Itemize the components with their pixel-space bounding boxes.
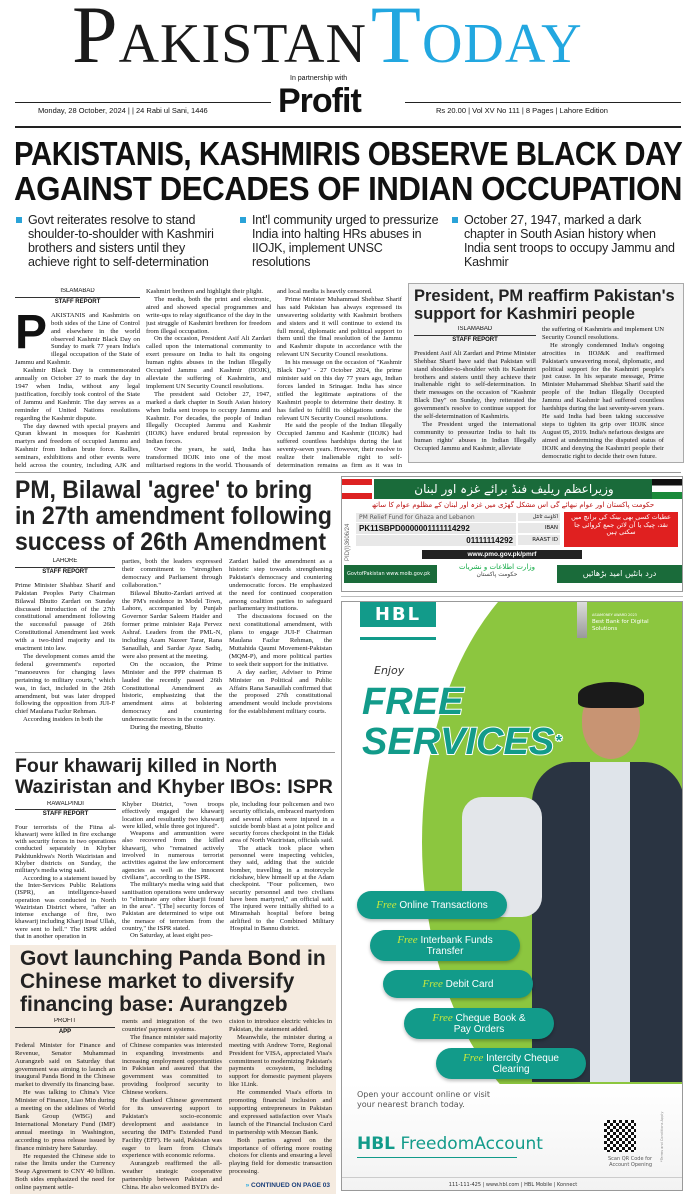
freedom-account-logo: HBL FreedomAccount — [357, 1134, 543, 1154]
award-small: ASIAMONEY AWARD 2023 — [592, 613, 637, 617]
ad-subtitle: حکومت پاکستان اور عوام نبھائے گی اس مشکل گھڑی میں غزہ اور لبنان کے مظلوم عوام کا ساتھ — [371, 501, 655, 509]
president-col-2: the suffering of Kashmiris and implement UN Security Council resolutions. He strongly condemned India's ongoing atrocities in IIOJ&K and reaffirmed Pakistan's unwavering moral, diplomatic, and political support for the Kashmiri people's just cause. In his separate message, Prime Minister Muhammad Shehbaz Sharif said the people of the Indian Illegally Occupied Jammu and Kashmir had suffered countless hardships during the last seventy-seven years. He said India had been taking successive steps to tighten its grip over IIOJK since August 05, 2019. India's nefarious designs are aimed at undermining the disputed status of IIOJK and denying the Kashmiri people their democratic right to decide their own future. — [542, 326, 664, 460]
partner-logo: Profit — [278, 82, 361, 120]
enjoy-text: Enjoy — [374, 664, 405, 677]
panda-col-3: cision to introduce electric vehicles in Pakistan, the statement added. Meanwhile, the minister during a meeting with Andrew Torre, Regional President for VISA, appreciated Visa's commitment to modernizing Pakistan's payments ecosystem, including support for domestic payment players like 1Link. He commended Visa's efforts in promoting financial inclusion and supporting entrepreneurs in Pakistan and expressed satisfaction over Visa's launch of the Financial Inclusion Card in partnership with Meezan Bank. Both parties agreed on the importance of offering more routing choices for clients and ensuring a level playing field for domestic transaction processing. — [229, 1018, 332, 1176]
panda-col-1: PROFIT APP Federal Minister for Finance and Revenue, Senator Muhammad Aurangzeb said on Saturday that government was aiming to launch an inaugural Panda Bond in the Chinese market to diversify its financing base. He was talking to China's Vice Minister of Finance, Liao Min during a meeting on the sidelines of World Bank Group (WBG) and International Monetary Fund (IMF) annual meetings in Washington, according to press release issued by finance ministry here Saturday. He requested the Chinese side to raise the limits under the Currency Swap Agreement to CNY 40 billion. Both sides emphasized the need for online payment settle- — [15, 1018, 115, 1192]
terms-note: *Terms and Conditions Apply — [660, 1111, 664, 1162]
model-hair — [578, 682, 644, 708]
pmo-link[interactable]: www.pmo.gov.pk/pmrf — [422, 550, 582, 559]
khawarij-col-2: Khyber District, "own troops effectively engaged the khawarij location and resultantly two khawarij were killed, while three got injured". Weapons and ammunition were also recovered from the killed khawarij, who "remained actively involved in numerous terrorist activities against the law enforcement agencies as well as the innocent civilians", according to the ISPR. The military's media wing said that sanitisation operations were underway to "eliminate any other kharjii found in the area". "[The] security forces of Pakistan are determined to wipe out the menace of terrorism from the country," the ISPR stated. On Saturday, at least eight peo- — [122, 801, 224, 940]
president-story-box — [408, 283, 684, 463]
partner-label: In partnership with — [290, 75, 348, 82]
ad-slogan: درد بانٹیں امید بڑھائیں — [557, 565, 682, 583]
bilawal-col-1: LAHORE STAFF REPORT Prime Minister Shahbaz Sharif and Pakistan Peoples Party Chairman Bilawal Bhutto Zardari on Sunday discussed introduction of the 27th constitutional amendment following the successful passage of 26th Constitutional Amendment last week with a two-third majority and its enactment into law. The development comes amid the federal government's reported "manoeuvres for changing laws pertaining to military courts," which was, in fact, included in the 26th amendment, but was later dropped following the opposition from JUI-F chief Maulana Fazlur Rehman. According insiders in both the — [15, 558, 115, 724]
issue-date: Monday, 28 October, 2024 | | 24 Rabi ul Sani, 1446 — [38, 106, 208, 115]
account-name: PM Relief Fund for Ghaza and Lebanon — [356, 513, 516, 522]
lead-col-1: ISLAMABAD STAFF REPORT P AKISTANIS and Kashmiris on both sides of the Line of Control and elsewhere in the world observed Kashmir Black Day on Sunday to mark 77 years India's illegal occupation of the State of Jammu and Kashmir. Kashmir Black Day is commemorated annually on October 27 to mark the day in 1947 when India, without any legal justification, forcibly took control of the State of Jammu and Kashmir. The day serves as a reminder of United Nations resolutions regarding the Kashmir dispute. The day dawned with special prayers and Quran khwani in mosques for Kashmiri martyrs and freedom of occupied Jammu and Kashmir from Indian brute force. Rallies, seminars, exhibitions and other events were held across the country, including AJK and — [15, 288, 140, 468]
qr-label: Scan QR Code for Account Opening — [607, 1156, 652, 1168]
lead-col-2: Kashmiri brethren and highlight their plight. The media, both the print and electronic, aired and showed special programmes and write-ups to relay significance of the day in the just struggle of Kashmiri brethren for freedom from illegal occupation. On the occasion, President Asif Ali Zardari called upon the international community to exert pressure on India to halt its ongoing human rights abuses in the Indian Illegally Occupied Jammu and Kashmir (IIOJK), alleviate the suffering of Kashmiris, and implement UN Security Council resolutions. The president said October 27, 1947, marked a dark chapter in South Asian history when India sent troops to occupy Jammu and Kashmir. For decades, the people of Indian Illegally Occupied Jammu and Kashmir (IIOJK) have endured brutal repression by Indian forces. Over the years, he said, India has transformed IIOJK into one of the most militarised regions in the world. Thousands of — [146, 288, 271, 468]
raast-label: RAAST ID — [518, 535, 560, 545]
account-label: اکاؤنٹ ٹائٹل — [518, 513, 560, 521]
issue-info: Rs 20.00 | Vol XV No 111 | 8 Pages | Lahore Edition — [436, 106, 608, 115]
bilawal-col-3: Zardari hailed the amendment as a historic step towards strengthening Pakistan's democracy and countering undemocratic forces. He emphasized the need for continued cooperation among coalition parties to safeguard parliamentary institutions. The discussions focused on the next constitutional amendment, with plans to engage JUI-F Chairman Maulana Fazlur Rehman, the Muttahida Qaumi Movement-Pakistan (MQM-P), and more political parties to seek their support for the initiative. A day earlier, Adviser to Prime Minister on Political and Public Affairs Rana Sanaullah confirmed that the proposed 27th constitutional amendment would include provisions for the establishment military courts. — [229, 558, 332, 716]
social-handles: GovtofPakistan www.moib.gov.pk — [344, 565, 437, 583]
cta-text: Open your account online or visit your nearest branch today. — [357, 1090, 491, 1109]
ministry-logo: وزارت اطلاعات و نشریات حکومت پاکستان — [458, 563, 536, 578]
raast-value[interactable]: 01111114292 — [356, 535, 516, 546]
iban-value[interactable]: PK11SBPD0000001111114292 — [356, 523, 516, 534]
panda-headline: Govt launching Panda Bond in Chinese market to diversify financing base: Aurangzeb — [20, 947, 326, 1016]
lead-bullet: Int'l community urged to pressurize India into halting HRs abuses in IIOJK, implement UNSC resolutions — [238, 213, 443, 269]
model-shirt — [590, 762, 630, 1082]
khawarij-col-1: RAWALPINDI STAFF REPORT Four terrorists of the Fitna al-khawarij were killed in fire exchange with security forces in two operations conducted separately in Khyber Pakhtunkhwa's North Waziristan and Khyber districts on Sunday, the military's media wing said. According to a statement issued by the Inter-Services Public Relations (ISPR), an intelligence-based operation was conducted in North Waziristan District where, "after an intense exchange of fire, two khawarij including Kharji Insaf Ullah, were sent to hell." The ISPR added that in another operation in — [15, 801, 116, 941]
pill-debit-card: Free Debit Card — [383, 970, 533, 998]
hbl-contact-footer: 111-111-425 | www.hbl.com | HBL Mobile | Konnect — [342, 1177, 683, 1191]
palestine-flag-icon — [652, 479, 682, 499]
qr-code[interactable] — [604, 1120, 636, 1152]
masthead-logo: PAKISTAN TODAY — [72, 0, 583, 80]
pill-online-transactions: Free Online Transactions — [357, 891, 507, 919]
ad-code: PID(I)3606/24 — [345, 523, 351, 561]
lead-bullet: October 27, 1947, marked a dark chapter in South Asian history when India sent troops to occupy Jammu and Kashmir — [450, 213, 682, 269]
gaza-relief-ad — [341, 476, 683, 592]
pill-intercity-clearing: Free Intercity Cheque Clearing — [436, 1048, 586, 1079]
lebanon-flag-icon — [342, 479, 372, 499]
award-text: Best Bank for Digital Solutions — [592, 619, 649, 632]
trophy-icon — [577, 602, 587, 638]
free-services-title: FREE SERVICES* — [362, 681, 562, 763]
khawarij-headline: Four khawarij killed in North Waziristan and Khyber IBOs: ISPR — [15, 755, 333, 798]
iban-label: IBAN — [518, 523, 560, 533]
president-headline: President, PM reaffirm Pakistan's support for Kashmiri people — [414, 287, 675, 323]
bilawal-headline: PM, Bilawal 'agree' to bring in 27th amendment following success of 26th Amendment — [15, 476, 332, 556]
lead-bullet: Govt reiterates resolve to stand shoulder-to-shoulder with Kashmiri brothers and sisters until they achieve right to self-determination — [14, 213, 229, 269]
khawarij-col-3: ple, including four policemen and two security officials, embraced martyrdom and several others were injured in a suicide bomb blast at a joint police and security forces checkpoint in the Eidak area of North Waziristan, officials said. The attack took place when personnel were inspecting vehicles, they said, adding that the suicide bomber, travelling in a motorcycle rickshaw, blew himself up at the Adam checkpoint. "Four policemen, two security personnel and two civilians have been martyred," an official said. The injured were initially shifted to a Miramshah hospital before being airlifted to the Combined Military Hospital in Bannu district. — [230, 801, 334, 933]
president-col-1: ISLAMABAD STAFF REPORT President Asif Ali Zardari and Prime Minister Shehbaz Sharif have said that Pakistan will stand shoulder-to-shoulder with its Kashmiri brothers and sisters until they achieve their inalienable right to self-determination. In their messages on the occasion of "Kashmir Black Day" on Sunday, they reiterated the government's resolve to continue support for the self-determination of Kashmiris. The President urged the international community to pressurize India to halt its human rights' abuses in Indian Illegally Occupied Jammu and Kashmir, alleviate — [414, 326, 536, 452]
donation-note: عطیات کسی بھی بینک کی برانچ میں نقد، چیک یا آن لائن جمع کروائی جا سکتی ہیں — [564, 512, 678, 547]
hbl-ad — [341, 601, 683, 1191]
ad-title: وزیراعظم ریلیف فنڈ برائے غزہ اور لبنان — [374, 479, 654, 499]
pill-cheque-book: Free Cheque Book & Pay Orders — [404, 1008, 554, 1039]
continued-link[interactable]: » CONTINUED ON PAGE 03 — [245, 1182, 330, 1189]
bilawal-col-2: parties, both the leaders expressed their commitment to "strengthen democracy and Parliament through collaboration." Bilawal Bhutto-Zardari arrived at the PM's residence in Model Town, Lahore, accompanied by Punjab Governor Sardar Saleem Haider and former prime minister Raja Pervez Ashraf. Leaders from the PML-N, including Azam Nazeer Tarar, Rana Sanaullah, and Sardar Ayaz Sadiq, were also present at the meeting. On the occasion, the Prime Minister and the PPP chairman B lauded the recently passed 26th Constitutional Amendment as historic, emphasizing that the amendment aims at bolstering democracy and countering undemocratic forces in the country. During the meeting, Bhutto — [122, 558, 222, 732]
hbl-logo: HBL — [360, 602, 436, 627]
lead-col-3: and local media is heavily censored. Prime Minister Muhammad Shehbaz Sharif has said Pakistan has always expressed its unwavering solidarity with Kashmiri brothers and sisters and it will continue to extend its full moral, diplomatic and political support to them until the final resolution of the Jammu and Kashmir dispute in accordance with the relevant UN Security Council resolutions. In his message on the occasion of "Kashmir Black Day" - 27 October 2024, the prime minister said on this day 77 years ago, Indian forces landed in Srinagar. India has since stifled the legitimate aspirations of the Kashmiri people to determine their destiny. It has failed to fulfill its obligations under the relevant UN Security Council resolutions. He said the people of the Indian Illegally Occupied Jammu and Kashmir (IIOJK) had suffered countless hardships during the last seventy-seven years. However, their resolve to realize their inalienable right to self-determination remains as firm as it was in — [277, 288, 402, 468]
panda-col-2: ments and integration of the two countries' payment systems. The finance minister said majority of Chinese companies was interested in expanding investments and increasing employment opportunities in Pakistan and assured that the government was committed to providing foolproof security to Chinese workers. He thanked Chinese government for its unwavering support to Pakistan's socio-economic development and assistance in securing the IMF's Extended Fund Facility (EFF). He said, Pakistan was eager to learn from China's experience with economic reforms. Aurangzeb reaffirmed the all-weather strategic cooperative partnership between Pakistan and China. He also welcomed BYD's de- — [122, 1018, 222, 1192]
pill-interbank-transfer: Free Interbank Funds Transfer — [370, 930, 520, 961]
lead-headline: PAKISTANIS, KASHMIRIS OBSERVE BLACK DAY AGAINST DECADES OF INDIAN OCCUPATION — [14, 135, 683, 207]
panda-bond-story — [10, 945, 336, 1194]
